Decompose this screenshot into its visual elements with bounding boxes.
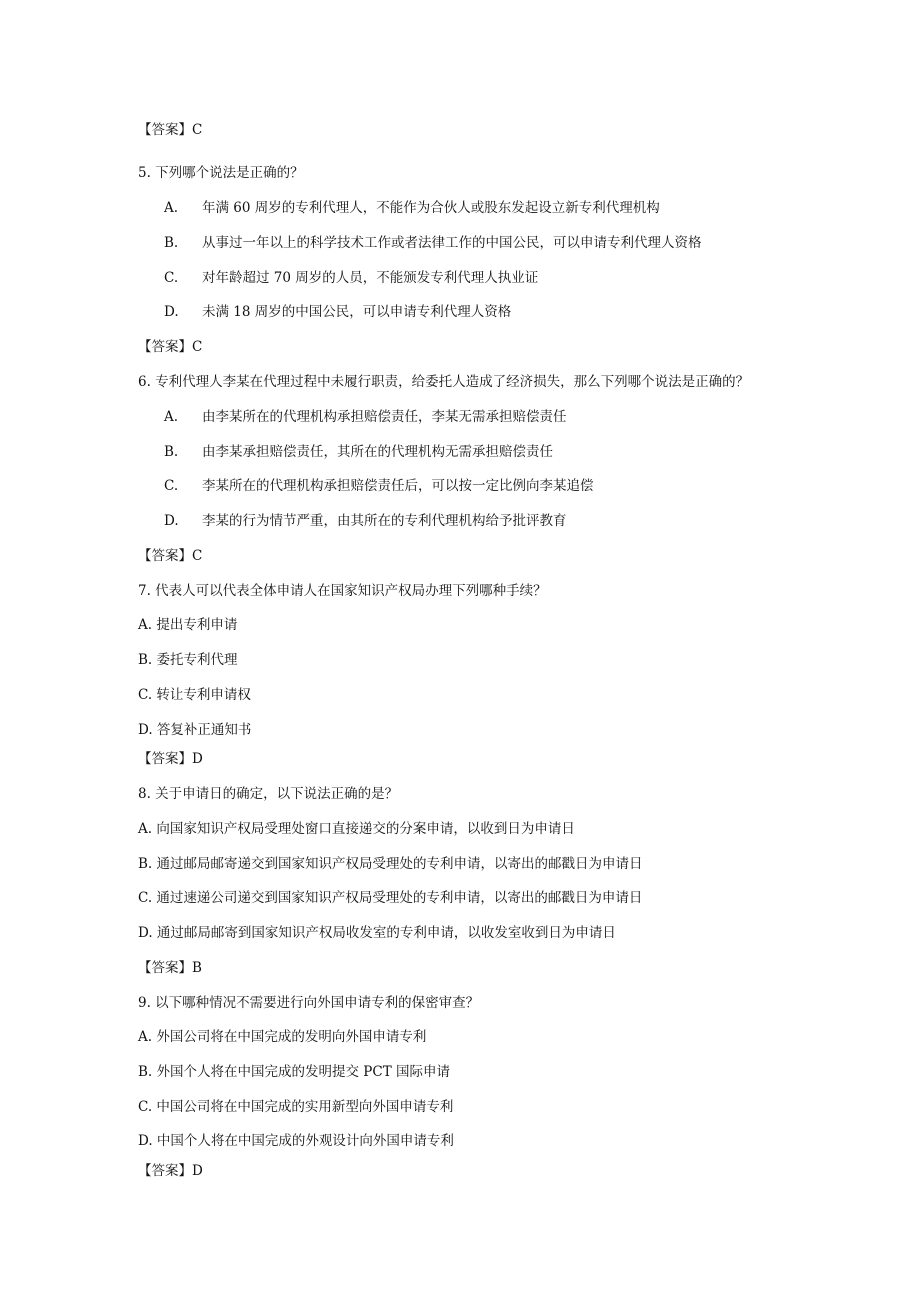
option-text: 李某所在的代理机构承担赔偿责任后，可以按一定比例向李某追偿 [202, 478, 594, 494]
question-8-stem: 8. 关于申请日的确定，以下说法正确的是？ [138, 786, 399, 802]
option-text: 对年龄超过 70 周岁的人员，不能颁发专利代理人执业证 [202, 270, 539, 286]
question-7-option-b: B. 委托专利代理 [138, 652, 238, 668]
option-text: 由李某所在的代理机构承担赔偿责任，李某无需承担赔偿责任 [202, 409, 567, 425]
option-label: D. [164, 513, 179, 529]
question-5-stem: 5. 下列哪个说法是正确的？ [138, 165, 304, 181]
answer-q4: 【答案】C [138, 122, 203, 138]
option-label: D. [164, 304, 179, 320]
answer-q5: 【答案】C [138, 339, 203, 355]
question-8-option-a: A. 向国家知识产权局受理处窗口直接递交的分案申请，以收到日为申请日 [138, 821, 575, 837]
option-text: 未满 18 周岁的中国公民，可以申请专利代理人资格 [202, 304, 512, 320]
option-label: B. [164, 444, 179, 460]
option-text: 年满 60 周岁的专利代理人，不能作为合伙人或股东发起设立新专利代理机构 [202, 200, 660, 216]
answer-q9: 【答案】D [138, 1163, 203, 1179]
option-text: 由李某承担赔偿责任，其所在的代理机构无需承担赔偿责任 [202, 444, 553, 460]
question-9-option-b: B. 外国个人将在中国完成的发明提交 PCT 国际申请 [138, 1064, 451, 1080]
option-label: C. [164, 270, 179, 286]
option-label: A. [164, 409, 179, 425]
option-label: B. [164, 235, 179, 251]
question-9-option-c: C. 中国公司将在中国完成的实用新型向外国申请专利 [138, 1099, 454, 1115]
option-text: 从事过一年以上的科学技术工作或者法律工作的中国公民，可以申请专利代理人资格 [202, 235, 702, 251]
option-label: C. [164, 478, 179, 494]
answer-q6: 【答案】C [138, 548, 203, 564]
question-8-option-b: B. 通过邮局邮寄递交到国家知识产权局受理处的专利申请，以寄出的邮戳日为申请日 [138, 856, 643, 872]
question-7-stem: 7. 代表人可以代表全体申请人在国家知识产权局办理下列哪种手续？ [138, 583, 547, 599]
option-text: 李某的行为情节严重，由其所在的专利代理机构给予批评教育 [202, 513, 567, 529]
answer-q8: 【答案】B [138, 960, 202, 976]
question-7-option-a: A. 提出专利申请 [138, 617, 238, 633]
question-7-option-c: C. 转让专利申请权 [138, 687, 251, 703]
option-label: A. [164, 200, 179, 216]
question-6-stem: 6. 专利代理人李某在代理过程中未履行职责，给委托人造成了经济损失，那么下列哪个说法是正确的？ [138, 374, 750, 390]
question-8-option-c: C. 通过速递公司递交到国家知识产权局受理处的专利申请，以寄出的邮戳日为申请日 [138, 890, 643, 906]
question-9-stem: 9. 以下哪种情况不需要进行向外国申请专利的保密审查？ [138, 995, 480, 1011]
question-8-option-d: D. 通过邮局邮寄到国家知识产权局收发室的专利申请，以收发室收到日为申请日 [138, 925, 616, 941]
question-9-option-d: D. 中国个人将在中国完成的外观设计向外国申请专利 [138, 1133, 454, 1149]
answer-q7: 【答案】D [138, 751, 203, 767]
question-7-option-d: D. 答复补正通知书 [138, 722, 252, 738]
question-9-option-a: A. 外国公司将在中国完成的发明向外国申请专利 [138, 1029, 427, 1045]
